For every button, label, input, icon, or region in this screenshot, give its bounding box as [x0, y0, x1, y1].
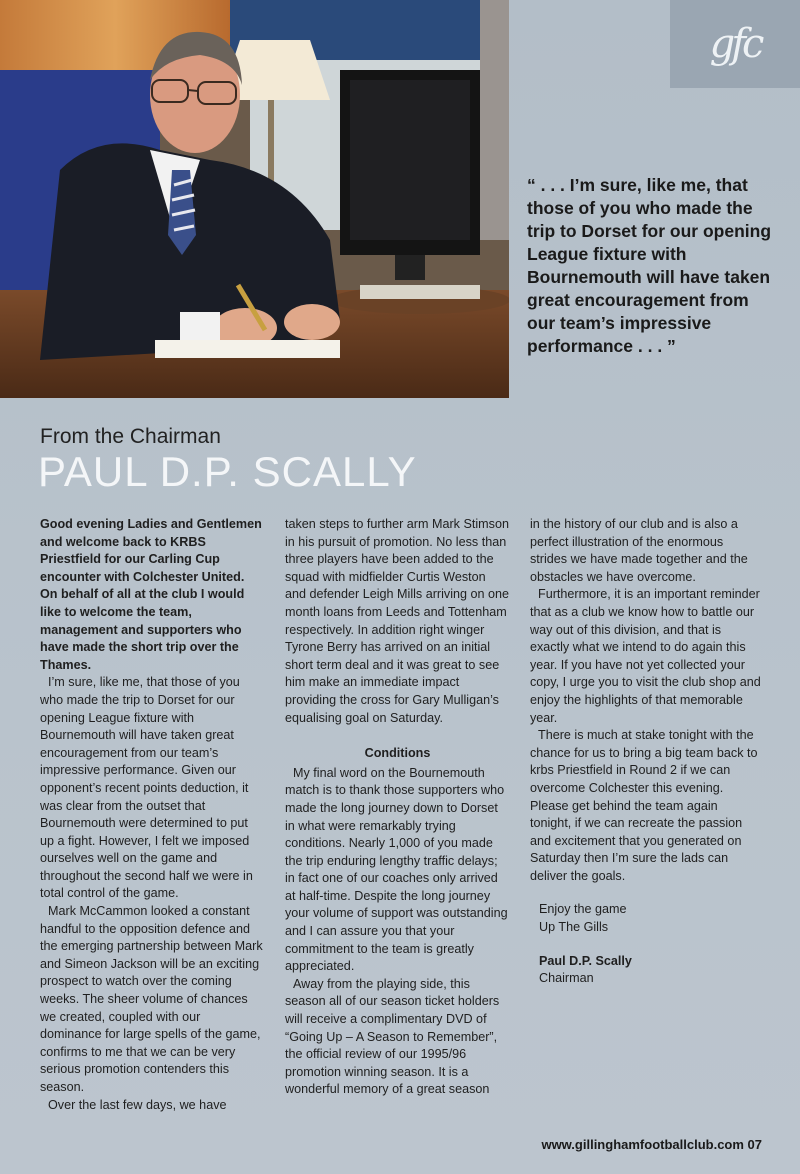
article-paragraph: My final word on the Bournemouth match is to thank those supporters who made the long journey down to Dorset in what were remarkably trying conditions. Nearly 1,000 of you made the trip enduring lengthy traffic delays; in fact one of our coaches only arrived at half-time. Despite the long journey your volume of support was outstanding and I can assure you that your commitment to the team is greatly appreciated. — [285, 765, 508, 974]
article-paragraph: Over the last few days, we have — [48, 1097, 227, 1112]
section-kicker: From the Chairman — [40, 425, 221, 448]
article-paragraph: I’m sure, like me, that those of you who made the trip to Dorset for our opening League fixture with Bournemouth will have taken great encouragement from our team’s impressive performance. Given our opponent’s recent points deduction, it was clear from the outset that Bournemouth were determined to put up a fight. However, I felt we imposed ourselves well on the game and throughout the second half we were in total control of the game. — [40, 675, 253, 901]
article-column-2 — [285, 516, 510, 1099]
article-paragraph: Away from the playing side, this season all of our season ticket holders will receive a complimentary DVD of “Going Up – A Season to Remember”, the official review of our 1995/96 promotion winning season. It is a wonderful memory of a great season — [285, 976, 500, 1097]
club-logo-box — [670, 0, 800, 88]
article-column-3 — [530, 516, 762, 988]
closing-line: Enjoy the game — [539, 902, 627, 917]
article-paragraph: Mark McCammon looked a constant handful to the opposition defence and the emerging partnership between Mark and Simeon Jackson will be an exciting prospect to watch over the coming weeks. The sheer volume of chances we created, coupled with our dominance for large spells of the game, confirms to me that we can be very serious promotion contenders this season. — [40, 904, 263, 1094]
article-intro: Good evening Ladies and Gentlemen and welcome back to KRBS Priestfield for our Carling Cup encounter with Colchester United. On behalf of all at the club I would like to welcome the team, management and supporters who have made the short trip over the Thames. — [40, 517, 262, 672]
chairman-photo — [0, 0, 509, 398]
signature-title: Chairman — [539, 971, 594, 986]
article-paragraph: Furthermore, it is an important reminder that as a club we know how to battle our way out of this division, and that is exactly what we intend to do again this year. If you have not yet collected your copy, I urge you to visit the club shop and enjoy the highlights of that memorable year. — [530, 587, 761, 725]
closing-line: Up The Gills — [539, 920, 609, 935]
article-paragraph: There is much at stake tonight with the chance for us to bring a big team back to krbs Priestfield in Round 2 if we can overcome Colchester this evening. Please get behind the team again tonight, if we can recreate the passion and excitement that you generated on Saturday then I’m sure the lads can deliver the goals. — [530, 728, 758, 883]
club-logo: gfc — [709, 21, 761, 67]
page-title: PAUL D.P. SCALLY — [38, 448, 417, 495]
article-paragraph: in the history of our club and is also a perfect illustration of the enormous strides we have made together and the obstacles we have overcome. — [530, 517, 748, 584]
signoff — [539, 901, 762, 987]
article-column-1 — [40, 516, 265, 1114]
article-subhead: Conditions — [364, 746, 431, 761]
pull-quote: “ . . . I’m sure, like me, that those of you who made the trip to Dorset for our opening League fixture with Bournemouth will have taken great encouragement from our team’s impressive performance . . . ” — [527, 175, 772, 356]
page-footer: www.gillinghamfootballclub.com 07 — [541, 1137, 762, 1152]
article-paragraph: taken steps to further arm Mark Stimson in his pursuit of promotion. No less than three players have been added to the squad with midfielder Curtis Weston and defender Leigh Mills arriving on one month loans from Leeds and Tottenham respectively. In addition right winger Tyrone Berry has arrived on an initial short term deal and it was great to see him make an immediate impact providing the cross for Gary Mulligan’s equalising goal on Saturday. — [285, 517, 510, 725]
signature-name: Paul D.P. Scally — [539, 953, 632, 968]
